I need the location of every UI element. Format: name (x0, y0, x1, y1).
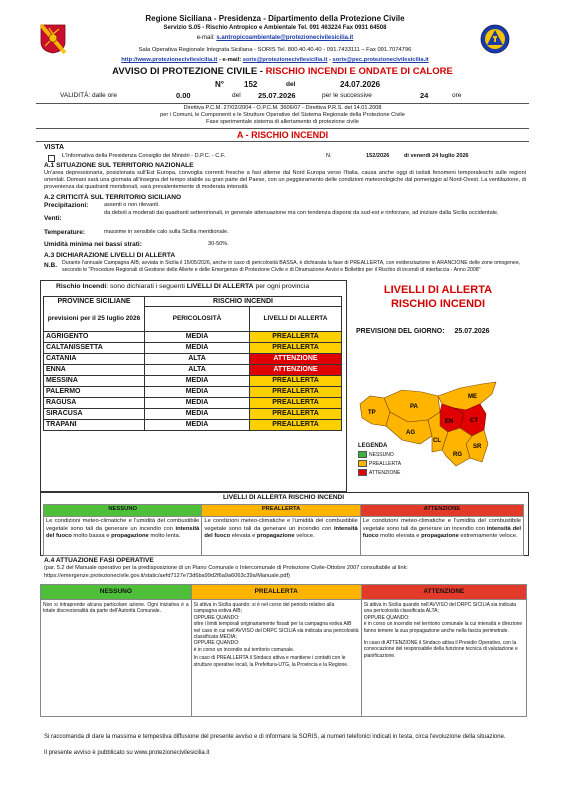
p2a: Si attiva in Sicilia quando: si è nel corso del periodo relativo alla campagna estiva AIB; (193, 602, 335, 615)
header-soris: Sala Operativa Regionale Integrata Siciliana - SORIS Tel. 800.40.40.40 - 091.7433111 – Fax 091.7074796 (138, 47, 412, 53)
validity-row (0, 92, 565, 102)
province-name: SIRACUSA (44, 408, 145, 419)
table-row (44, 375, 342, 386)
header-web-line (60, 56, 490, 65)
l3a: Le condizioni meteo-climatiche e l'umidità del combustibile vegetale sono tali da generare un incendio con (362, 518, 521, 532)
legend-green-swatch (358, 451, 367, 458)
header-web-sep2: - (327, 57, 333, 63)
trinacria-shield-icon (40, 24, 66, 54)
vista-text: L'Informativa della Presidenza Consiglio dei Ministri - D.P.C. - C.F. (62, 153, 226, 159)
province-risk: ALTA (145, 353, 250, 364)
table-row (44, 386, 342, 397)
header-web-sep: - e-mail: (217, 57, 243, 63)
l3d: propagazione (421, 533, 459, 539)
province-name: CALTANISSETTA (44, 342, 145, 353)
province-risk: MEDIA (145, 375, 250, 386)
l2e: veloce. (294, 533, 315, 539)
province-risk: ALTA (145, 364, 250, 375)
map-title-2: RISCHIO INCENDI (390, 298, 486, 310)
header-email-line (70, 34, 480, 43)
l1a: Le condizioni meteo-climatiche e l'umidità del combustibile vegetale sono tali da generare un incendio con (46, 518, 200, 532)
legend-nessuno (358, 451, 401, 460)
a4-title: A.4 ATTUAZIONE FASI OPERATIVE (44, 557, 154, 564)
vista-n: N. (326, 153, 332, 159)
notice-number: 152 (244, 80, 258, 89)
a3-nb-text: Durante l'annuale Campagna AIB, avviata in Sicilia il 15/05/2026, anche in caso di pericolosità BASSA, è dichiarata la fase di PREALLERTA, con evidenziazione in ARANCIONE delle zone omogenee, secondo le "Procedure Regionali di Gestione delle Allerte e delle Emergenze di Protezione Civile e di Diramazione Avvisi e Bollettini per il Rischio di incendi di interfaccia - Anno 2008" (62, 260, 521, 273)
l1b: intensità del fuoco (46, 525, 200, 539)
province-alert-level: ATTENZIONE (250, 364, 342, 375)
province-name: AGRIGENTO (44, 331, 145, 342)
legend-title: LEGENDA (358, 443, 388, 449)
level-nessuno-header: NESSUNO (44, 505, 202, 517)
directive-3: Fase sperimentale sistema di allertamento di protezione civile (206, 119, 359, 125)
l3c: molto elevata e (378, 533, 422, 539)
phase-preallerta-header: PREALLERTA (191, 585, 361, 600)
alert-intro-bold2: LIVELLI DI ALLERTA (186, 283, 254, 290)
a1-title: A.1 SITUAZIONE SUL TERRITORIO NAZIONALE (44, 162, 194, 169)
vista-num: 152/2026 (366, 153, 390, 159)
phase-attenzione-header: ATTENZIONE (361, 585, 526, 600)
map-forecast-label (356, 328, 490, 335)
map-forecast-date: 25.07.2026 (454, 328, 490, 335)
phase-attenzione-desc (361, 600, 526, 717)
l2b: intensità del fuoco (204, 525, 358, 539)
a2-venti-label: Venti: (44, 215, 62, 222)
a2-prec: assenti o non rilevanti. (104, 202, 160, 208)
notice-number-row (0, 80, 565, 90)
a3-title: A.3 DICHIARAZIONE LIVELLI DI ALLERTA (44, 252, 176, 259)
legend-attenzione-label: ATTENZIONE (369, 470, 401, 476)
p3a: Si attiva in Sicilia quando nell'AVVISO del DRPC SICILIA sia indicata una pericolosità classificata ALTA; (363, 602, 517, 615)
civil-protection-emblem-icon (480, 24, 510, 54)
level-nessuno-desc (44, 517, 202, 556)
alert-intro-bold: Rischio Incendi (56, 283, 107, 290)
map-label-en: EN (445, 419, 454, 425)
map-forecast-text: PREVISIONI DEL GIORNO: (356, 328, 445, 335)
p2c: oltre i limiti temporali originariamente fissati per la campagna estiva AIB nel caso in cui nell'AVVISO del DRPC SICILIA sia indicata una pericolosità classificata MEDIA; (193, 621, 359, 641)
a4-text-1: (par. 5.2 del Manuale operativo per la predisposizione di un Piano Comunale o Intercomunale di Protezione Civile-Ottobre 2007 consultabile al link: (44, 565, 408, 571)
phase-nessuno-header: NESSUNO (41, 585, 192, 600)
header-email-label: e-mail: (196, 35, 217, 41)
map-label-pa: PA (410, 404, 418, 410)
l1e: molto lenta. (148, 533, 181, 539)
directive-1: Direttiva P.C.M. 27/02/2004 - O.P.C.M. 3606/07 - Direttiva P.R.S. del 14.01.2008 (183, 105, 382, 111)
p2f: In caso di PREALLERTA il Sindaco attiva e mantiene i contatti con le strutture operative locali, la Prefettura-UTG, la Provincia e la Regione. (193, 655, 349, 668)
number-label: N° (215, 80, 224, 89)
level-preallerta-desc (202, 517, 360, 556)
p3c: è in corso un incendio nel territorio comunale la cui intensità e direzione fanno temere la sua propagazione anche nella fascia perimetrale. (363, 621, 523, 634)
legend-nessuno-label: NESSUNO (369, 452, 394, 458)
logo-protezione-civile (480, 24, 510, 54)
map-legend (358, 442, 401, 478)
number-del: del (286, 81, 296, 88)
a4-manual-link[interactable]: https://emergenze.protezionecivile.gov.it/static/aefd7127e73d6ba99d2f6a9a6063c39a/Manuale.pdf) (44, 573, 290, 579)
legend-attenzione (358, 469, 401, 478)
province-name: MESSINA (44, 375, 145, 386)
province-name: RAGUSA (44, 397, 145, 408)
province-name: PALERMO (44, 386, 145, 397)
header-web-link[interactable]: http://www.protezionecivilesicilia.it (121, 57, 218, 63)
a2-title: A.2 CRITICITÀ SUL TERRITORIO SICILIANO (44, 194, 182, 201)
p2e: è in corso un incendio sul territorio comunale. (193, 646, 295, 653)
table-row (44, 419, 342, 430)
notice-date: 24.07.2026 (340, 80, 381, 89)
map-label-ag: AG (406, 430, 415, 436)
header-pec-email[interactable]: soris@pec.protezionecivilesicilia.it (332, 57, 429, 63)
province-alert-level: PREALLERTA (250, 419, 342, 430)
province-risk: MEDIA (145, 386, 250, 397)
map-label-rg: RG (453, 452, 462, 458)
province-name: TRAPANI (44, 419, 145, 430)
table-row (44, 331, 342, 342)
levels-table (43, 504, 524, 556)
province-alert-level: PREALLERTA (250, 386, 342, 397)
validity-ore: ore (452, 92, 462, 99)
province-risk: MEDIA (145, 331, 250, 342)
l2a: Le condizioni meteo-climatiche e l'umidità del combustibile vegetale sono tali da generare un incendio con (204, 518, 358, 532)
map-label-cl: CL (433, 438, 441, 444)
province-name: CATANIA (44, 353, 145, 364)
province-alert-level: PREALLERTA (250, 397, 342, 408)
map-label-ct: CT (470, 418, 478, 424)
th-rischio: RISCHIO INCENDI (145, 297, 342, 307)
header-title: Regione Siciliana - Presidenza - Dipartimento della Protezione Civile (145, 14, 405, 23)
notice-title-prefix: AVVISO DI PROTEZIONE CIVILE - (112, 66, 266, 77)
alert-table-intro (56, 283, 309, 290)
alert-intro-text2: per ogni provincia (253, 283, 310, 290)
table-row (44, 397, 342, 408)
a2-umid-label: Umidità minima nei bassi strati: (44, 241, 142, 248)
section-a-title: A - RISCHIO INCENDI (36, 128, 529, 142)
map-title-1: LIVELLI DI ALLERTA (383, 284, 493, 296)
province-alert-table (43, 296, 342, 431)
vista-label: VISTA (44, 144, 65, 151)
level-preallerta-header: PREALLERTA (202, 505, 360, 517)
province-risk: MEDIA (145, 408, 250, 419)
footer-text: Si raccomanda di dare la massima e tempestiva diffusione del presente avviso e di informare la SORIS, ai numeri telefonici indicati in testa, circa l'evoluzione della situazione. (44, 734, 506, 740)
table-row (44, 408, 342, 419)
table-row (44, 364, 342, 375)
validity-hours: 24 (420, 91, 429, 100)
th-province: PROVINCE SICILIANE (44, 297, 145, 307)
notice-title-main: RISCHIO INCENDI E ONDATE DI CALORE (265, 66, 453, 77)
logo-sicilia (40, 24, 66, 54)
alert-intro-text: : sono dichiarati i seguenti (106, 283, 187, 290)
directive-2: per i Comuni, le Componenti e le Strutture Operative del Sistema Regionale della Protezione Civile (160, 112, 405, 118)
a2-temp: massime in sensibile calo sulla Sicilia meridionale. (104, 229, 229, 235)
validity-hour: 0.00 (176, 91, 191, 100)
a2-prec-label: Precipitazioni: (44, 202, 89, 209)
l2c: elevata e (230, 533, 257, 539)
table-row (44, 353, 342, 364)
l3b: intensità del fuoco (362, 525, 521, 539)
validity-date: 25.07.2026 (258, 91, 296, 100)
province-name: ENNA (44, 364, 145, 375)
province-alert-level: PREALLERTA (250, 375, 342, 386)
notice-title (0, 66, 565, 77)
a2-venti: da deboli a moderati dai quadranti settentrionali, in generale attenuazione ma con tendenza disporsi da sud-est e rinforzare, ad iniziare dalla Sicilia occidentale. (104, 210, 499, 216)
a3-nb-label: N.B. (44, 262, 57, 269)
vista-checkbox[interactable] (48, 155, 55, 162)
a1-text: Un'area depressionaria, posizionata sull'Est Europa, convoglia correnti fresche a fasi alterne dal Nord Europa verso l'Italia, causa anche oggi di isolati fenomeni temporaleschi sulle regioni orientali. Domani sarà una giornata all'insegna del tempo stabile su gran parte del Paese, con un peggioramento delle condizioni meteorologiche dal pomeriggio al Nord-Ovest. La ventilazione, di provenienza dai quadranti meridionali, sarà prevalentemente di moderata intensità (44, 170, 526, 190)
l3e: estremamente veloce. (458, 533, 518, 539)
province-alert-level: PREALLERTA (250, 342, 342, 353)
map-label-me: ME (468, 394, 477, 400)
th-previsioni: previsioni per il 25 luglio 2026 (44, 307, 145, 332)
province-risk: MEDIA (145, 342, 250, 353)
l1d: propagazione (111, 533, 149, 539)
th-pericolosita: PERICOLOSITÀ (145, 307, 250, 332)
province-alert-level: ATTENZIONE (250, 353, 342, 364)
level-attenzione-desc (360, 517, 523, 556)
province-risk: MEDIA (145, 397, 250, 408)
header-email-link[interactable]: s.antropicoambientale@protezionecivilesicilia.it (216, 35, 354, 41)
header-soris-email[interactable]: soris@protezionecivilesicilia.it (242, 57, 328, 63)
a2-temp-label: Temperature: (44, 229, 86, 236)
p2b: OPPURE QUANDO: (193, 614, 240, 621)
divider (36, 103, 529, 104)
province-risk: MEDIA (145, 419, 250, 430)
a2-umid: 30-50%. (208, 241, 229, 247)
legend-red-swatch (358, 469, 367, 476)
validity-label: VALIDITÀ: dalle ore (60, 92, 117, 99)
phases-table (40, 584, 527, 717)
phase-preallerta-desc (191, 600, 361, 717)
header-service: Servizio S.05 - Rischio Antropico e Ambientale Tel. 091 463224 Fax 0931 64508 (163, 25, 387, 31)
province-alert-level: PREALLERTA (250, 408, 342, 419)
legend-preallerta (358, 460, 401, 469)
p2d: OPPURE QUANDO: (193, 640, 240, 647)
legend-orange-swatch (358, 460, 367, 467)
table-row (44, 342, 342, 353)
phase-nessuno-desc: Non si intraprende alcuna particolare azione. Ogni iniziativa è a totale discrezionalità da parte dell'Autorità Comunale. (41, 600, 192, 717)
p3b: OPPURE QUANDO: (363, 614, 410, 621)
l1c: molto bassa e (71, 533, 112, 539)
map-label-sr: SR (473, 444, 482, 450)
l2d: propagazione (256, 533, 295, 539)
province-alert-level: PREALLERTA (250, 331, 342, 342)
levels-title: LIVELLI DI ALLERTA RISCHIO INCENDI (222, 494, 345, 501)
th-livelli: LIVELLI DI ALLERTA (250, 307, 342, 332)
validity-per: per le successive (322, 92, 372, 99)
vista-date: di venerdì 24 luglio 2026 (404, 153, 469, 159)
p3d: In caso di ATTENZIONE il Sindaco attiva il Presidio Operativo, con la convocazione del responsabile della funzione tecnica di valutazione e pianificazione. (363, 640, 518, 659)
level-attenzione-header: ATTENZIONE (360, 505, 523, 517)
validity-del: del (232, 92, 241, 99)
map-label-tp: TP (368, 410, 376, 416)
legend-preallerta-label: PREALLERTA (369, 461, 402, 467)
footer-publication: Il presente avviso è pubblicato su www.protezionecivilesicilia.it (44, 750, 210, 756)
